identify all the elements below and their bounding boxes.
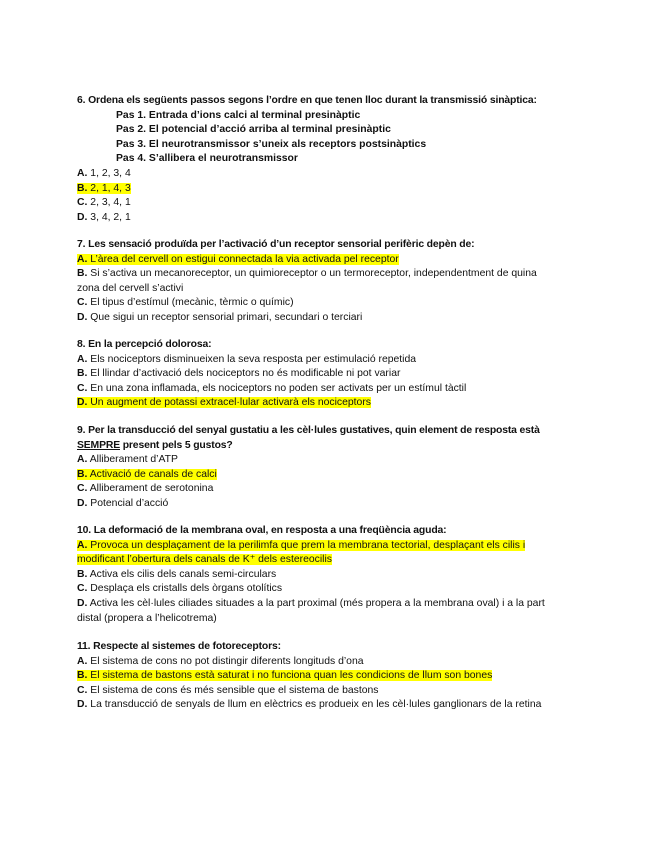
answer-option: A. 1, 2, 3, 4 [77,167,131,179]
step-item: Pas 4. S’allibera el neurotransmissor [116,153,298,165]
question-7 [77,238,577,326]
answer-option: A. Els nociceptors disminueixen la seva resposta per estimulació repetida [77,353,417,365]
question-title: 7. Les sensació produïda per l’activació d’un receptor sensorial perifèric depèn de: [77,239,475,250]
question-9 [77,424,577,512]
highlight-mark: A. L’àrea del cervell on estigui connectada la via activada pel receptor [77,253,399,265]
highlight-mark: modificant l’obertura dels canals de K⁺ dels estereocilis [77,554,332,566]
highlight-mark: B. El sistema de bastons està saturat i no funciona quan les condicions de llum son bones [77,670,493,682]
question-title: 11. Respecte al sistemes de fotoreceptors: [77,641,281,652]
answer-option [77,182,577,197]
emphasis-underlined: SEMPRE [77,439,120,451]
answer-option: D. Que sigui un receptor sensorial primari, secundari o terciari [77,311,363,323]
highlight-mark: D. Un augment de potassi extracel·lular activarà els nociceptors [77,397,371,409]
question-11 [77,640,577,713]
answer-option [77,669,577,684]
answer-option [77,539,577,554]
step-item: Pas 1. Entrada d’ions calci al terminal presinàptic [116,109,361,121]
question-10 [77,524,577,626]
answer-option [77,253,577,268]
answer-option [77,468,577,483]
answer-option: D. Potencial d’acció [77,497,169,509]
answer-option: B. Activa els cilis dels canals semi-circulars [77,568,277,580]
question-8 [77,338,577,411]
answer-option: C. En una zona inflamada, els nociceptors no poden ser activats per un estímul tàctil [77,382,467,394]
question-title-continuation: SEMPRE present pels 5 gustos? [77,439,233,451]
highlight-mark: B. 2, 1, 4, 3 [77,182,131,194]
answer-option: D. Activa les cèl·lules ciliades situades a la part proximal (més propera a la membrana oval) i a la part [77,597,545,609]
question-title: 10. La deformació de la membrana oval, en resposta a una freqüència aguda: [77,525,447,536]
question-title: 9. Per la transducció del senyal gustatiu a les cèl·lules gustatives, quin element de resposta està [77,425,540,436]
answer-option-continuation: zona del cervell s’activi [77,282,184,294]
answer-option: D. 3, 4, 2, 1 [77,211,131,223]
answer-option-continuation [77,553,577,568]
answer-option: C. El sistema de cons és més sensible que el sistema de bastons [77,684,379,696]
answer-option: B. El llindar d’activació dels nociceptors no és modificable ni pot variar [77,368,401,380]
answer-option: D. La transducció de senyals de llum en elèctrics es produeix en les cèl·lules ganglionars de la retina [77,699,542,711]
answer-option: A. Alliberament d’ATP [77,454,178,466]
question-6 [77,94,577,225]
answer-option-continuation: distal (propera a l’helicotrema) [77,612,217,624]
highlight-mark: B. Activació de canals de calci [77,468,217,480]
answer-option [77,396,577,411]
answer-option: C. 2, 3, 4, 1 [77,197,131,209]
answer-option: C. Alliberament de serotonina [77,483,214,495]
answer-option: C. Desplaça els cristalls dels òrgans otolítics [77,583,283,595]
answer-option: C. El tipus d’estímul (mecànic, tèrmic o químic) [77,297,294,309]
answer-option: A. El sistema de cons no pot distingir diferents longituds d’ona [77,655,364,667]
answer-option: B. Si s’activa un mecanoreceptor, un quimioreceptor o un termoreceptor, independentment de quina [77,268,537,280]
step-item: Pas 2. El potencial d’acció arriba al terminal presinàptic [116,124,391,136]
question-title: 6. Ordena els següents passos segons l’ordre en que tenen lloc durant la transmissió sinàptica: [77,95,537,106]
question-title: 8. En la percepció dolorosa: [77,339,212,350]
step-item: Pas 3. El neurotransmissor s’uneix als receptors postsinàptics [116,138,427,150]
highlight-mark: A. Provoca un desplaçament de la perilimfa que prem la membrana tectorial, desplaçant els cilis i [77,539,526,551]
